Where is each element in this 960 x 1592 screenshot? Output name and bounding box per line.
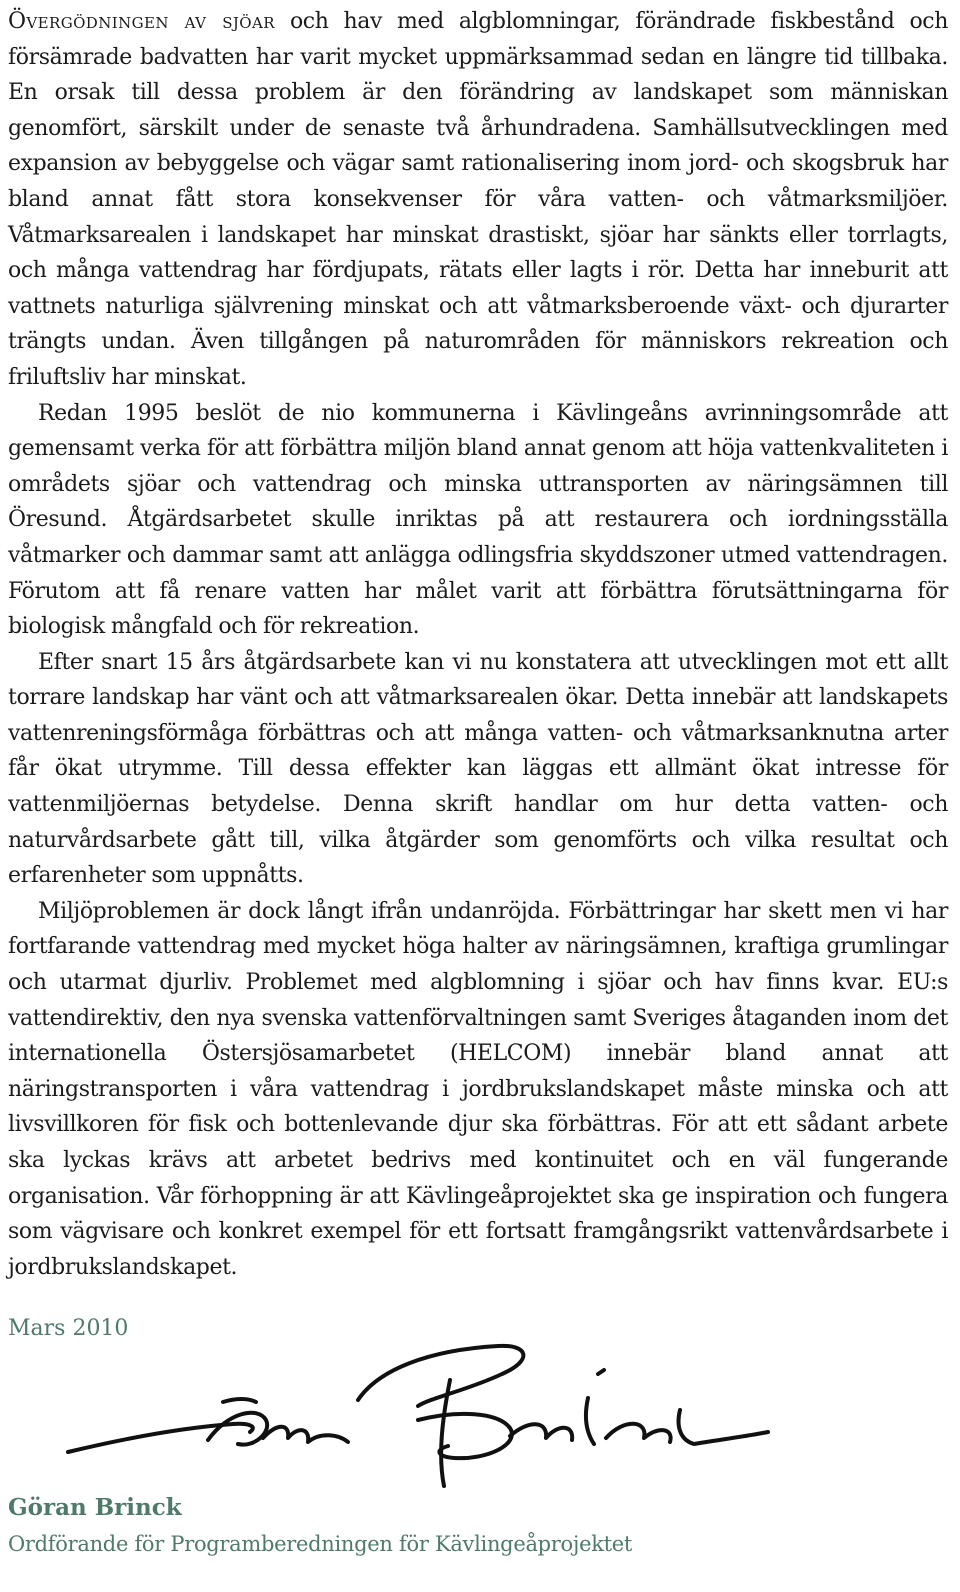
paragraph-2: Redan 1995 beslöt de nio kommunerna i Kävlingeåns avrinningsområde att gemensamt verka för att förbättra miljön bland annat genom att höja vattenkvaliteten i områdets sjöar och vattendrag och minska uttransporten av näringsämnen till Öresund. Åtgärdsarbetet skulle inriktas på att restaurera och iordningsställa våtmarker och dammar samt att anlägga odlingsfria skyddszoner utmed vattendragen. Förutom att få renare vatten har målet varit att förbättra förutsättningarna för biologisk mångfald och för rekreation. [8,400,948,640]
paragraph-1-lead-in: Övergödningen av sjöar [8,9,275,34]
paragraph-1 [8,4,948,396]
signer-role: Ordförande för Programberedningen för Kävlingeåprojektet [8,1532,633,1556]
paragraph-3: Efter snart 15 års åtgärdsarbete kan vi nu konstatera att utvecklingen mot ett allt torrare landskap har vänt och att våtmarksarealen ökar. Detta innebär att landskapets vattenreningsförmåga förbättras och att många vatten- och våtmarksanknutna arter får ökat utrymme. Till dessa effekter kan läggas ett allmänt ökat intresse för vattenmiljöernas betydelse. Denna skrift handlar om hur detta vatten- och naturvårdsarbete gått till, vilka åtgärder som genomförts och vilka resultat och erfarenheter som uppnåtts. [8,649,948,889]
handwritten-signature-icon [58,1340,778,1500]
paragraph-1-text: och hav med algblomningar, förändrade fiskbestånd och försämrade badvatten har varit mycket uppmärksammad sedan en längre tid tillbaka. En orsak till dessa problem är den förändring av landskapet som människan genomfört, särskilt under de senaste två århundradena. Samhällsutvecklingen med expansion av bebyggelse och vägar samt rationalisering inom jord- och skogsbruk har bland annat fått stora konsekvenser för våra vatten- och våtmarksmiljöer. Våtmarksarealen i landskapet har minskat drastiskt, sjöar har sänkts eller torrlagts, och många vattendrag har fördjupats, rätats eller lagts i rör. Detta har inneburit att vattnets naturliga självrening minskat och att våtmarksberoende växt- och djurarter trängts undan. Även tillgången på naturområden för människors rekreation och friluftsliv har minskat. [8,9,948,390]
paragraph-4: Miljöproblemen är dock långt ifrån undanröjda. Förbättringar har skett men vi har fortfarande vattendrag med mycket höga halter av näringsämnen, kraftiga grumlingar och utarmat djurliv. Problemet med algblomning i sjöar och hav finns kvar. EU:s vattendirektiv, den nya svenska vattenförvaltningen samt Sveriges åtaganden inom det internationella Östersjösamarbetet (HELCOM) innebär bland annat att näringstransporten i våra vattendrag i jordbrukslandskapet måste minska och att livsvillkoren för fisk och bottenlevande djur ska förbättras. För att ett sådant arbete ska lyckas krävs att arbetet bedrivs med kontinuitet och en väl fungerande organisation. Vår förhoppning är att Kävlingeåprojektet ska ge inspiration och fungera som vägvisare och konkret exempel för ett fortsatt framgångsrikt vattenvårdsarbete i jordbrukslandskapet. [8,898,948,1280]
preface-body [8,4,948,1285]
preface-page [8,4,948,1285]
signer-name: Göran Brinck [8,1494,182,1521]
date-line: Mars 2010 [8,1316,129,1341]
